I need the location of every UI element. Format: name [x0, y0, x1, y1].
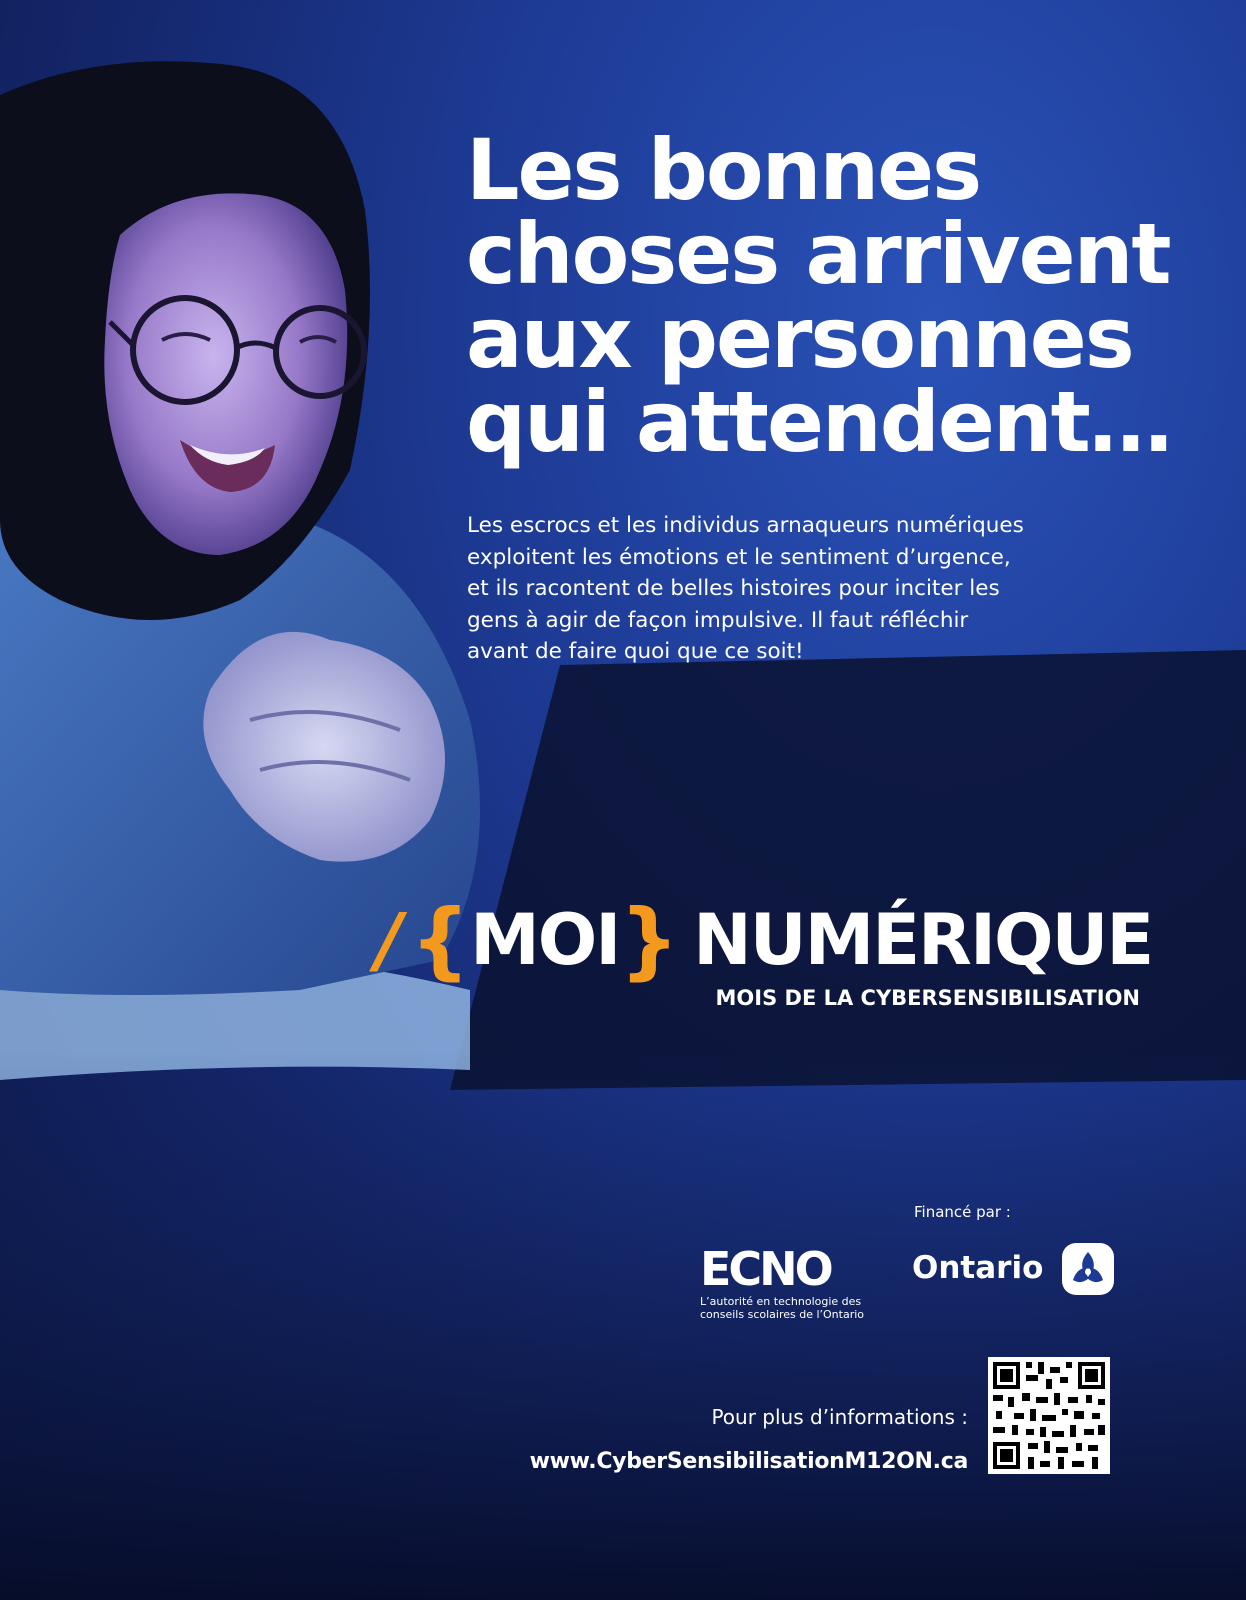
funded-by-label: Financé par : — [914, 1203, 1011, 1221]
body-line: et ils racontent de belles histoires pour inciter les — [467, 576, 1000, 601]
logo-moi: MOI — [470, 899, 620, 981]
more-info-label: Pour plus d’informations : — [711, 1405, 968, 1429]
ecno-subtitle-line: conseils scolaires de l’Ontario — [700, 1308, 865, 1321]
campaign-tagline: MOIS DE LA CYBERSENSIBILISATION — [715, 986, 1140, 1010]
headline-line: qui attendent… — [466, 373, 1171, 471]
headline-line: Les bonnes — [466, 121, 981, 219]
headline-line: aux personnes — [466, 289, 1133, 387]
ecno-subtitle-line: L’autorité en technologie des — [700, 1295, 862, 1308]
ontario-wordmark: Ontario — [912, 1250, 1044, 1286]
trillium-icon — [1062, 1243, 1114, 1295]
website-link[interactable]: www.CyberSensibilisationM12ON.ca — [529, 1449, 968, 1474]
ecno-logo-text: ECNO — [700, 1245, 831, 1291]
qr-code-icon[interactable] — [988, 1357, 1110, 1474]
logo-open-brace: { — [410, 891, 471, 989]
headline-line: choses arrivent — [466, 205, 1170, 303]
body-paragraph — [467, 510, 1147, 668]
campaign-logo — [376, 891, 1153, 989]
body-line: gens à agir de façon impulsive. Il faut réfléchir — [467, 607, 969, 633]
ecno-subtitle — [700, 1295, 890, 1321]
logo-close-brace: } — [619, 891, 680, 989]
body-line: Les escrocs et les individus arnaqueurs numériques — [467, 513, 1024, 538]
body-line: avant de faire quoi que ce soit! — [467, 639, 804, 664]
headline — [466, 121, 1186, 471]
logo-slash: / — [376, 898, 403, 982]
body-line: exploitent les émotions et le sentiment d’urgence, — [467, 544, 1011, 570]
logo-numerique: NUMÉRIQUE — [693, 899, 1153, 981]
ecno-logo — [700, 1245, 870, 1291]
